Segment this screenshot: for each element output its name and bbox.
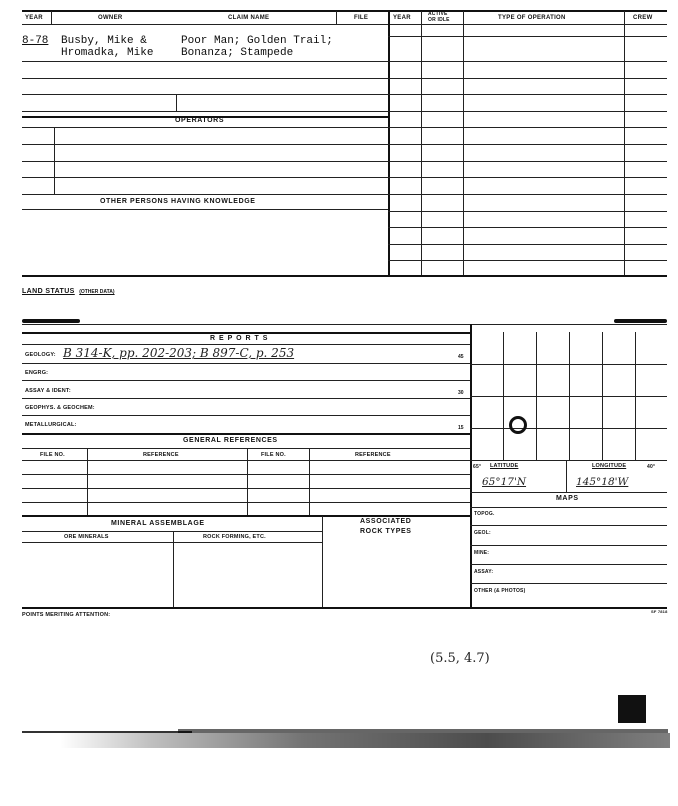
header-file: FILE: [354, 15, 369, 21]
rock-forming-label: ROCK FORMING, ETC.: [203, 534, 266, 540]
entry-owner-line-1: Busby, Mike &: [61, 35, 147, 47]
land-status-sub: (OTHER DATA): [79, 289, 115, 295]
header-underline: [22, 24, 667, 25]
gen-ref-file-no-1: FILE NO.: [40, 452, 65, 458]
row-line: [22, 161, 388, 162]
handwritten-coordinates: (5.5, 4.7): [430, 651, 490, 666]
location-marker-icon: [509, 416, 527, 434]
gen-ref-row: [22, 502, 470, 503]
top-border: [22, 10, 667, 12]
scan-mark: [22, 319, 80, 323]
top-section-bottom-line: [22, 275, 667, 277]
engrg-label: ENGRG:: [25, 370, 49, 376]
maps-topog: TOPOG.: [474, 511, 495, 517]
maps-row: [470, 564, 667, 565]
entry-year: 8-78: [22, 35, 49, 47]
grid-row: [470, 428, 667, 429]
col-divider: [51, 11, 52, 24]
mineral-col: [173, 531, 174, 608]
right-row-line: [388, 194, 667, 195]
longitude-value: 145°18'W: [576, 476, 629, 488]
geology-value: B 314-K, pp. 202-203; B 897-C, p. 253: [63, 346, 295, 360]
right-row-line: [388, 144, 667, 145]
scan-mark: [614, 319, 667, 323]
grid-row: [470, 364, 667, 365]
right-row-line: [388, 260, 667, 261]
right-row-line: [388, 78, 667, 79]
gen-ref-col: [247, 448, 248, 515]
scan-noise-band: [178, 729, 668, 733]
latitude-label: LATITUDE: [490, 463, 519, 469]
land-status-label: LAND STATUS: [22, 288, 75, 295]
right-row-line: [388, 111, 667, 112]
gen-ref-file-no-2: FILE NO.: [261, 452, 286, 458]
report-row: [22, 363, 470, 364]
reports-top-border: [22, 324, 667, 325]
lat-long-divider: [566, 460, 567, 492]
geology-label: GEOLOGY:: [25, 352, 56, 358]
reports-heading: R E P O R T S: [210, 335, 269, 342]
gen-ref-col: [309, 448, 310, 515]
row-line: [22, 177, 388, 178]
grid-row: [470, 460, 667, 461]
mineral-sub-line: [22, 531, 322, 532]
scan-registration-block: [618, 695, 646, 723]
gen-ref-row: [22, 448, 470, 449]
entry-claim-line-2: Bonanza; Stampede: [181, 47, 294, 59]
gen-ref-row: [22, 488, 470, 489]
row-line: [22, 111, 388, 112]
maps-top-line: [470, 492, 667, 493]
col-divider: [336, 11, 337, 24]
row-line: [22, 144, 388, 145]
reports-title-top: [22, 332, 470, 334]
header-owner: OWNER: [98, 15, 123, 21]
maps-other: OTHER (& PHOTOS): [474, 588, 526, 594]
gen-ref-row: [22, 460, 470, 461]
header-year: YEAR: [25, 15, 43, 21]
right-row-line: [388, 61, 667, 62]
reports-title-bottom: [22, 344, 470, 345]
right-row-line: [388, 36, 667, 37]
long-suffix: 40°: [647, 464, 656, 470]
margin-num-45: 45: [458, 354, 464, 360]
col-divider: [176, 94, 177, 111]
maps-heading: MAPS: [556, 495, 579, 502]
points-meriting-attention: POINTS MERITING ATTENTION:: [22, 612, 111, 618]
general-refs-top: [22, 433, 470, 435]
longitude-label: LONGITUDE: [592, 463, 627, 469]
other-persons-heading: OTHER PERSONS HAVING KNOWLEDGE: [100, 198, 256, 205]
form-number: SF 7818: [651, 609, 668, 614]
margin-num-30: 30: [458, 390, 464, 396]
margin-num-15: 15: [458, 425, 464, 431]
general-references-heading: GENERAL REFERENCES: [183, 437, 278, 444]
gen-ref-reference-2: REFERENCE: [355, 452, 391, 458]
geophys-label: GEOPHYS. & GEOCHEM:: [25, 405, 95, 411]
metallurgical-label: METALLURGICAL:: [25, 422, 77, 428]
gen-ref-reference-1: REFERENCE: [143, 452, 179, 458]
row-line: [22, 194, 388, 195]
header-type-of-operation: TYPE OF OPERATION: [498, 15, 566, 21]
gen-ref-row: [22, 474, 470, 475]
gen-ref-col: [87, 448, 88, 515]
right-row-line: [388, 244, 667, 245]
land-status: [22, 280, 115, 298]
header-crew: CREW: [633, 15, 653, 21]
latitude-value: 65°17'N: [482, 476, 527, 488]
maps-row: [470, 545, 667, 546]
right-row-line: [388, 161, 667, 162]
right-row-line: [388, 211, 667, 212]
right-row-line: [388, 227, 667, 228]
form-bottom-line: [22, 607, 667, 609]
right-grid-border: [470, 324, 472, 608]
maps-row: [470, 525, 667, 526]
report-row: [22, 398, 470, 399]
right-row-line: [388, 127, 667, 128]
report-row: [22, 380, 470, 381]
entry-owner-line-2: Hromadka, Mike: [61, 47, 154, 59]
mineral-sub-line: [22, 542, 322, 543]
associated-heading: ASSOCIATED: [360, 518, 412, 525]
maps-row: [470, 583, 667, 584]
right-row-line: [388, 94, 667, 95]
header-year-2: YEAR: [393, 15, 411, 21]
maps-mine: MINE:: [474, 550, 490, 556]
header-active: ACTIVE: [428, 11, 448, 17]
maps-assay: ASSAY:: [474, 569, 494, 575]
maps-geol: GEOL:: [474, 530, 491, 536]
ore-minerals-label: ORE MINERALS: [64, 534, 109, 540]
report-row: [22, 415, 470, 416]
row-line: [22, 127, 388, 128]
mineral-top: [22, 515, 470, 517]
mineral-assemblage-heading: MINERAL ASSEMBLAGE: [111, 520, 205, 527]
row-line: [22, 94, 388, 95]
grid-row: [470, 396, 667, 397]
rock-types-heading: ROCK TYPES: [360, 528, 412, 535]
operators-heading: OPERATORS: [175, 117, 225, 124]
entry-claim-line-1: Poor Man; Golden Trail;: [181, 35, 333, 47]
header-or-idle: OR IDLE: [428, 17, 450, 23]
lat-prefix: 65°: [473, 464, 482, 470]
mineral-divider: [322, 516, 323, 608]
maps-row: [470, 507, 667, 508]
row-line: [22, 61, 388, 62]
right-row-line: [388, 177, 667, 178]
row-line: [22, 78, 388, 79]
assay-ident-label: ASSAY & IDENT:: [25, 388, 71, 394]
header-claim-name: CLAIM NAME: [228, 15, 270, 21]
scan-noise-band: [60, 733, 670, 748]
row-line: [22, 209, 388, 210]
